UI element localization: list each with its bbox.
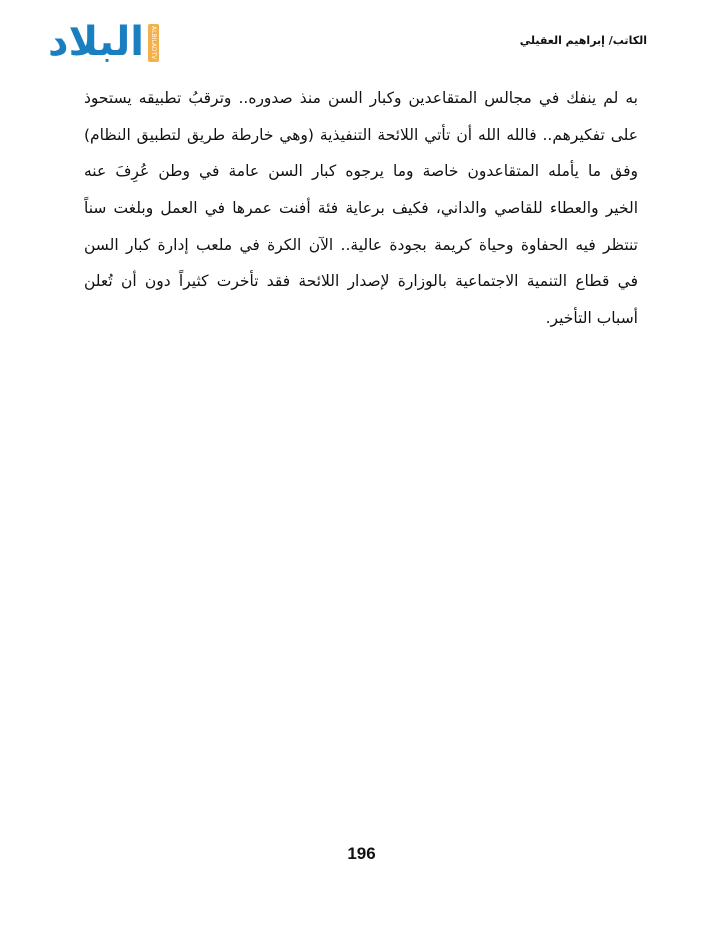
author-line: الكاتب/ إبراهيم العقيلي bbox=[519, 34, 647, 47]
body-line: أسباب التأخير. bbox=[545, 309, 638, 328]
page-number: 196 bbox=[347, 844, 376, 863]
logo-wordmark: البلاد bbox=[48, 19, 144, 65]
body-line: في قطاع التنمية الاجتماعية بالوزارة لإصدار اللائحة فقد تأخرت كثيراً دون أن تُعلن bbox=[84, 272, 638, 291]
albilad-logo bbox=[48, 18, 174, 65]
body-line: الخير والعطاء للقاصي والداني، فكيف برعاية فئة أفنت عمرها في العمل وبلغت سناً bbox=[84, 199, 638, 218]
logo-tag: ALBILADTV bbox=[148, 24, 159, 62]
body-line: وفق ما يأمله المتقاعدون خاصة وما يرجوه كبار السن عامة في وطن عُرِفَ عنه bbox=[84, 162, 638, 181]
body-line: تنتظر فيه الحفاوة وحياة كريمة بجودة عالية.. الآن الكرة في ملعب إدارة كبار السن bbox=[84, 235, 638, 254]
body-line: به لم ينفك في مجالس المتقاعدين وكبار السن منذ صدوره.. وترقبُ تطبيقه يستحوذ bbox=[84, 89, 638, 107]
article-body bbox=[84, 80, 638, 337]
body-line: على تفكيرهم.. فالله الله أن تأتي اللائحة التنفيذية (وهي خارطة طريق لتطبيق النظام) bbox=[84, 125, 638, 144]
